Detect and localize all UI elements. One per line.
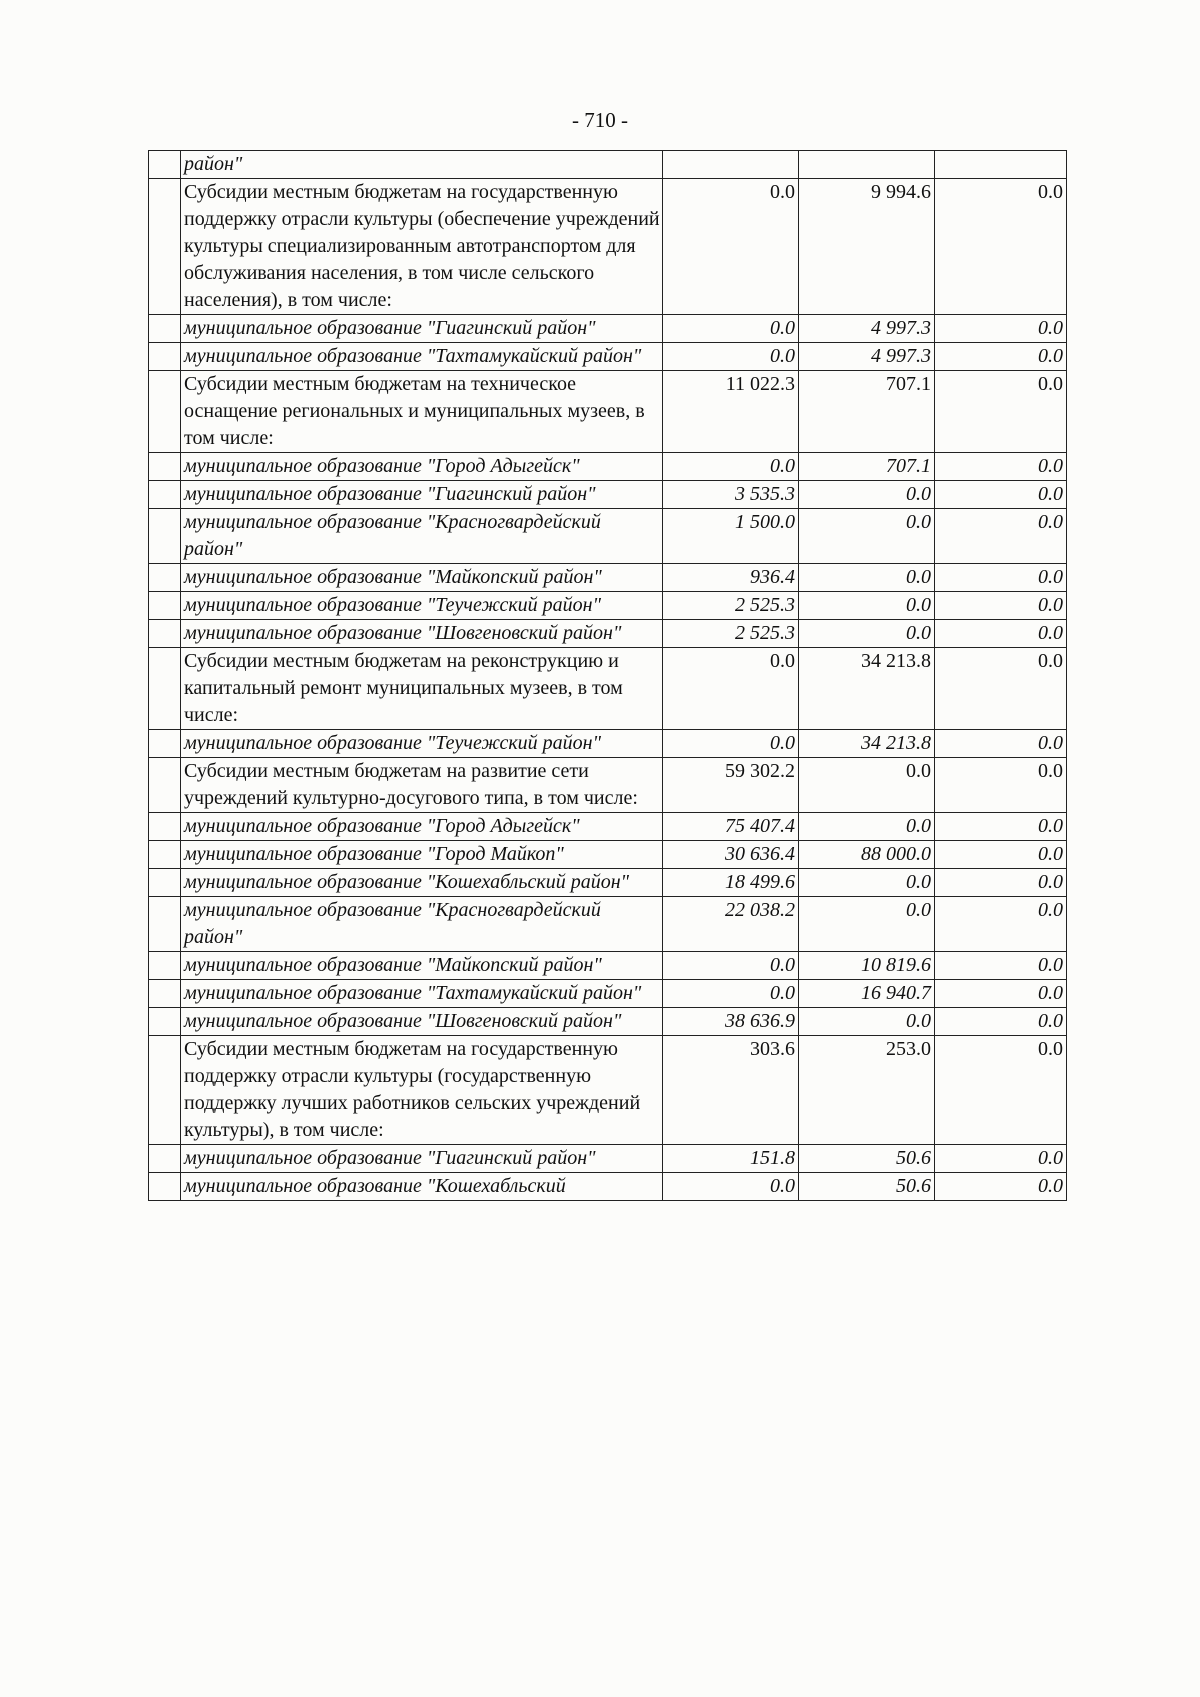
table-row xyxy=(149,813,1067,841)
value-cell-3: 0.0 xyxy=(935,481,1067,509)
description-cell: муниципальное образование "Майкопский район" xyxy=(181,952,663,980)
value-cell-3 xyxy=(935,151,1067,179)
table-body xyxy=(149,151,1067,1201)
table-row xyxy=(149,343,1067,371)
description-cell: муниципальное образование "Красногвардейский район" xyxy=(181,509,663,564)
description-cell: муниципальное образование "Кошехабльский район" xyxy=(181,869,663,897)
value-cell-2: 0.0 xyxy=(799,869,935,897)
value-cell-2: 10 819.6 xyxy=(799,952,935,980)
index-cell xyxy=(149,897,181,952)
value-cell-1: 3 535.3 xyxy=(663,481,799,509)
value-cell-3: 0.0 xyxy=(935,1008,1067,1036)
index-cell xyxy=(149,1173,181,1201)
table-row xyxy=(149,980,1067,1008)
index-cell xyxy=(149,1145,181,1173)
value-cell-2: 50.6 xyxy=(799,1173,935,1201)
value-cell-2: 707.1 xyxy=(799,371,935,453)
value-cell-3: 0.0 xyxy=(935,841,1067,869)
value-cell-2: 34 213.8 xyxy=(799,730,935,758)
index-cell xyxy=(149,481,181,509)
index-cell xyxy=(149,509,181,564)
index-cell xyxy=(149,564,181,592)
value-cell-2: 253.0 xyxy=(799,1036,935,1145)
value-cell-1: 30 636.4 xyxy=(663,841,799,869)
description-cell: муниципальное образование "Тахтамукайский район" xyxy=(181,343,663,371)
value-cell-1 xyxy=(663,151,799,179)
value-cell-2: 4 997.3 xyxy=(799,315,935,343)
value-cell-1: 0.0 xyxy=(663,980,799,1008)
index-cell xyxy=(149,758,181,813)
table-row xyxy=(149,371,1067,453)
value-cell-2: 0.0 xyxy=(799,481,935,509)
value-cell-2: 0.0 xyxy=(799,1008,935,1036)
value-cell-2: 88 000.0 xyxy=(799,841,935,869)
value-cell-1: 1 500.0 xyxy=(663,509,799,564)
index-cell xyxy=(149,453,181,481)
description-cell: муниципальное образование "Кошехабльский xyxy=(181,1173,663,1201)
value-cell-1: 0.0 xyxy=(663,453,799,481)
description-cell: Субсидии местным бюджетам на развитие сети учреждений культурно-досугового типа, в том числе: xyxy=(181,758,663,813)
description-cell: муниципальное образование "Красногвардейский район" xyxy=(181,897,663,952)
value-cell-3: 0.0 xyxy=(935,758,1067,813)
value-cell-1: 0.0 xyxy=(663,343,799,371)
value-cell-3: 0.0 xyxy=(935,343,1067,371)
description-cell: Субсидии местным бюджетам на государственную поддержку отрасли культуры (обеспечение учреждений культуры специализированным автотранспортом для обслуживания населения, в том числе сельского населения), в том числе: xyxy=(181,179,663,315)
page-number: - 710 - xyxy=(572,108,628,132)
index-cell xyxy=(149,343,181,371)
description-cell: муниципальное образование "Теучежский район" xyxy=(181,730,663,758)
table-row xyxy=(149,1173,1067,1201)
value-cell-3: 0.0 xyxy=(935,371,1067,453)
value-cell-2: 0.0 xyxy=(799,897,935,952)
value-cell-3: 0.0 xyxy=(935,1173,1067,1201)
value-cell-2: 0.0 xyxy=(799,758,935,813)
table-row xyxy=(149,592,1067,620)
index-cell xyxy=(149,952,181,980)
index-cell xyxy=(149,371,181,453)
value-cell-2 xyxy=(799,151,935,179)
table-row xyxy=(149,453,1067,481)
value-cell-1: 0.0 xyxy=(663,315,799,343)
table-row xyxy=(149,1036,1067,1145)
value-cell-1: 0.0 xyxy=(663,179,799,315)
value-cell-1: 2 525.3 xyxy=(663,592,799,620)
table-row xyxy=(149,758,1067,813)
value-cell-1: 936.4 xyxy=(663,564,799,592)
description-cell: муниципальное образование "Теучежский район" xyxy=(181,592,663,620)
description-cell: Субсидии местным бюджетам на государственную поддержку отрасли культуры (государственную поддержку лучших работников сельских учреждений культуры), в том числе: xyxy=(181,1036,663,1145)
table-row xyxy=(149,1008,1067,1036)
index-cell xyxy=(149,813,181,841)
value-cell-1: 303.6 xyxy=(663,1036,799,1145)
value-cell-2: 50.6 xyxy=(799,1145,935,1173)
index-cell xyxy=(149,620,181,648)
value-cell-3: 0.0 xyxy=(935,1036,1067,1145)
description-cell: муниципальное образование "Город Адыгейск" xyxy=(181,453,663,481)
value-cell-3: 0.0 xyxy=(935,315,1067,343)
value-cell-1: 151.8 xyxy=(663,1145,799,1173)
value-cell-1: 18 499.6 xyxy=(663,869,799,897)
value-cell-2: 16 940.7 xyxy=(799,980,935,1008)
value-cell-1: 38 636.9 xyxy=(663,1008,799,1036)
value-cell-1: 75 407.4 xyxy=(663,813,799,841)
table-row xyxy=(149,151,1067,179)
description-cell: муниципальное образование "Шовгеновский район" xyxy=(181,1008,663,1036)
value-cell-3: 0.0 xyxy=(935,1145,1067,1173)
description-cell: муниципальное образование "Майкопский район" xyxy=(181,564,663,592)
description-cell: муниципальное образование "Город Адыгейск" xyxy=(181,813,663,841)
value-cell-3: 0.0 xyxy=(935,730,1067,758)
value-cell-3: 0.0 xyxy=(935,648,1067,730)
table-row xyxy=(149,509,1067,564)
index-cell xyxy=(149,1036,181,1145)
index-cell xyxy=(149,179,181,315)
value-cell-3: 0.0 xyxy=(935,869,1067,897)
value-cell-3: 0.0 xyxy=(935,980,1067,1008)
description-cell: Субсидии местным бюджетам на реконструкцию и капитальный ремонт муниципальных музеев, в том числе: xyxy=(181,648,663,730)
value-cell-2: 0.0 xyxy=(799,592,935,620)
table-row xyxy=(149,620,1067,648)
value-cell-3: 0.0 xyxy=(935,453,1067,481)
value-cell-2: 0.0 xyxy=(799,564,935,592)
table-row xyxy=(149,897,1067,952)
index-cell xyxy=(149,869,181,897)
index-cell xyxy=(149,980,181,1008)
value-cell-1: 2 525.3 xyxy=(663,620,799,648)
value-cell-1: 0.0 xyxy=(663,952,799,980)
table-row xyxy=(149,1145,1067,1173)
table-row xyxy=(149,869,1067,897)
value-cell-3: 0.0 xyxy=(935,620,1067,648)
table-row xyxy=(149,952,1067,980)
table-row xyxy=(149,730,1067,758)
table-row xyxy=(149,841,1067,869)
value-cell-3: 0.0 xyxy=(935,952,1067,980)
value-cell-3: 0.0 xyxy=(935,509,1067,564)
description-cell: муниципальное образование "Гиагинский район" xyxy=(181,315,663,343)
table-row xyxy=(149,648,1067,730)
value-cell-3: 0.0 xyxy=(935,564,1067,592)
value-cell-2: 4 997.3 xyxy=(799,343,935,371)
value-cell-1: 0.0 xyxy=(663,648,799,730)
index-cell xyxy=(149,648,181,730)
value-cell-3: 0.0 xyxy=(935,179,1067,315)
index-cell xyxy=(149,592,181,620)
table-row xyxy=(149,315,1067,343)
value-cell-2: 0.0 xyxy=(799,813,935,841)
description-cell: муниципальное образование "Гиагинский район" xyxy=(181,481,663,509)
table-row xyxy=(149,179,1067,315)
description-cell: муниципальное образование "Гиагинский район" xyxy=(181,1145,663,1173)
value-cell-3: 0.0 xyxy=(935,592,1067,620)
budget-table xyxy=(148,150,1067,1201)
value-cell-2: 9 994.6 xyxy=(799,179,935,315)
value-cell-1: 59 302.2 xyxy=(663,758,799,813)
description-cell: Субсидии местным бюджетам на техническое оснащение региональных и муниципальных музеев, в том числе: xyxy=(181,371,663,453)
index-cell xyxy=(149,730,181,758)
value-cell-2: 0.0 xyxy=(799,509,935,564)
description-cell: муниципальное образование "Город Майкоп" xyxy=(181,841,663,869)
value-cell-3: 0.0 xyxy=(935,897,1067,952)
description-cell: муниципальное образование "Тахтамукайский район" xyxy=(181,980,663,1008)
value-cell-1: 0.0 xyxy=(663,1173,799,1201)
value-cell-3: 0.0 xyxy=(935,813,1067,841)
index-cell xyxy=(149,315,181,343)
description-cell: муниципальное образование "Шовгеновский район" xyxy=(181,620,663,648)
value-cell-1: 0.0 xyxy=(663,730,799,758)
table-row xyxy=(149,481,1067,509)
value-cell-2: 707.1 xyxy=(799,453,935,481)
table-row xyxy=(149,564,1067,592)
index-cell xyxy=(149,151,181,179)
value-cell-2: 0.0 xyxy=(799,620,935,648)
description-cell: район" xyxy=(181,151,663,179)
index-cell xyxy=(149,1008,181,1036)
value-cell-1: 22 038.2 xyxy=(663,897,799,952)
value-cell-1: 11 022.3 xyxy=(663,371,799,453)
index-cell xyxy=(149,841,181,869)
value-cell-2: 34 213.8 xyxy=(799,648,935,730)
